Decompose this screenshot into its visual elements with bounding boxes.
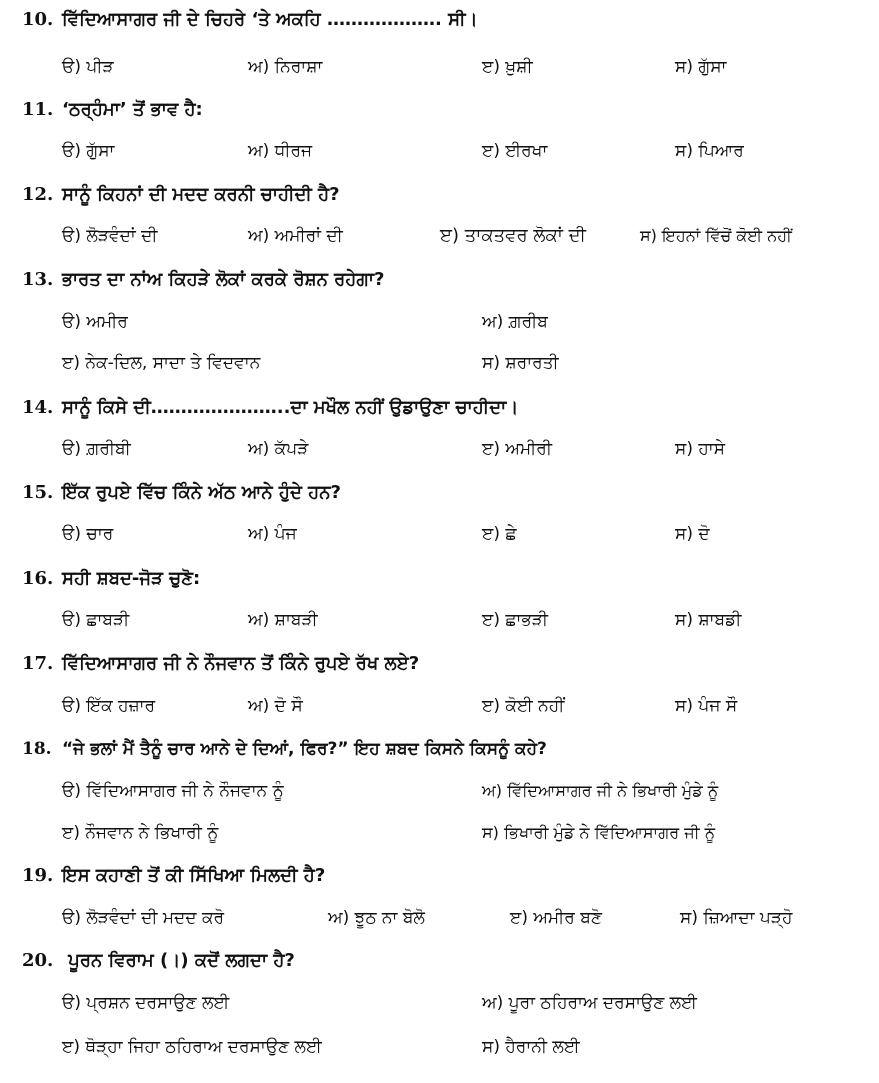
- option-a: ੳ) ਅਮੀਰ: [62, 312, 128, 332]
- question-text: “ਜੇ ਭਲਾਂ ਮੈਂ ਤੈਨੂੰ ਚਾਰ ਆਨੇ ਦੇ ਦਿਆਂ, ਫਿਰ?” ਇਹ ਸ਼ਬਦ ਕਿਸਨੇ ਕਿਸਨੂੰ ਕਹੇ?: [62, 739, 547, 759]
- question-text: ਭਾਰਤ ਦਾ ਨਾਂਅ ਕਿਹੜੇ ਲੋਕਾਂ ਕਰਕੇ ਰੋਸ਼ਨ ਰਹੇਗਾ?: [62, 269, 385, 290]
- option-b: ਅ) ਦੋ ਸੌ: [248, 696, 303, 716]
- option-a: ੳ) ਛਾਬੜੀ: [62, 610, 130, 630]
- option-b: ਅ) ਨਿਰਾਸ਼ਾ: [248, 57, 323, 77]
- option-d: ਸ) ਦੋ: [675, 524, 710, 544]
- question-text: ਸਹੀ ਸ਼ਬਦ-ਜੋੜ ਚੁਣੋ:: [62, 568, 201, 589]
- option-c: ੲ) ਖ਼ੁਸ਼ੀ: [482, 57, 533, 77]
- option-a: ੳ) ਪ੍ਰਸ਼ਨ ਦਰਸਾਉਣ ਲਈ: [62, 993, 230, 1013]
- question-14: [22, 397, 518, 419]
- option-b: ਅ) ਧੀਰਜ: [248, 141, 313, 161]
- question-number: 10.: [22, 9, 54, 30]
- option-c: ੲ) ਨੌਜਵਾਨ ਨੇ ਭਿਖਾਰੀ ਨੂੰ: [62, 823, 219, 843]
- question-12: [22, 184, 340, 206]
- question-number: 13.: [22, 269, 54, 290]
- question-number: 20.: [22, 950, 54, 971]
- option-d: ਸ) ਪਿਆਰ: [675, 141, 744, 161]
- question-text: ਇੱਕ ਰੁਪਏ ਵਿੱਚ ਕਿੰਨੇ ਅੱਠ ਆਨੇ ਹੁੰਦੇ ਹਨ?: [62, 482, 341, 503]
- question-13: [22, 269, 384, 291]
- option-b: ਅ) ਗ਼ਰੀਬ: [482, 312, 548, 332]
- option-c: ੲ) ਈਰਖਾ: [482, 141, 548, 161]
- option-b: ਅ) ਕੱਪੜੇ: [248, 439, 309, 459]
- option-a: ੳ) ਲੋੜਵੰਦਾਂ ਦੀ: [62, 226, 158, 246]
- question-number: 11.: [22, 99, 54, 120]
- option-b: ਅ) ਪੂਰਾ ਠਹਿਰਾਅ ਦਰਸਾਉਣ ਲਈ: [482, 993, 697, 1013]
- option-a: ੳ) ਗ਼ਰੀਬੀ: [62, 439, 131, 459]
- option-a: ੳ) ਚਾਰ: [62, 524, 114, 544]
- option-d: ਸ) ਸ਼ਰਾਰਤੀ: [482, 353, 559, 373]
- option-b: ਅ) ਝੂਠ ਨਾ ਬੋਲੋ: [328, 908, 425, 928]
- question-number: 14.: [22, 397, 54, 418]
- option-d: ਸ) ਭਿਖਾਰੀ ਮੁੰਡੇ ਨੇ ਵਿੱਦਿਆਸਾਗਰ ਜੀ ਨੂੰ: [482, 823, 716, 842]
- option-d: ਸ) ਸ਼ਾਬਡੀ: [675, 610, 742, 630]
- option-c: ੲ) ਨੇਕ-ਦਿਲ, ਸਾਦਾ ਤੇ ਵਿਦਵਾਨ: [62, 353, 261, 373]
- option-c: ੲ) ਤਾਕਤਵਰ ਲੋਕਾਂ ਦੀ: [440, 225, 586, 246]
- option-a: ੳ) ਵਿੱਦਿਆਸਾਗਰ ਜੀ ਨੇ ਨੌਜਵਾਨ ਨੂੰ: [62, 781, 284, 801]
- option-a: ੳ) ਗੁੱਸਾ: [62, 141, 115, 161]
- question-15: [22, 482, 341, 504]
- option-b: ਅ) ਅਮੀਰਾਂ ਦੀ: [248, 226, 343, 246]
- question-number: 18.: [22, 739, 52, 759]
- question-10: [22, 9, 478, 31]
- option-d: ਸ) ਜ਼ਿਆਦਾ ਪੜ੍ਹੋ: [680, 908, 793, 928]
- question-16: [22, 568, 200, 590]
- question-number: 12.: [22, 184, 54, 205]
- option-c: ੲ) ਛੇ: [482, 524, 517, 544]
- question-18: [22, 738, 547, 760]
- option-c: ੲ) ਥੋੜ੍ਹਾ ਜਿਹਾ ਠਹਿਰਾਅ ਦਰਸਾਉਣ ਲਈ: [62, 1037, 322, 1057]
- option-c: ੲ) ਛਾਭੜੀ: [482, 610, 549, 630]
- option-a: ੳ) ਪੀੜ: [62, 57, 114, 77]
- option-d: ਸ) ਇਹਨਾਂ ਵਿੱਚੋਂ ਕੋਈ ਨਹੀਂ: [640, 226, 792, 245]
- question-20: [22, 950, 295, 972]
- option-c: ੲ) ਅਮੀਰ ਬਣੋ: [510, 908, 602, 928]
- question-11: [22, 99, 203, 121]
- option-b: ਅ) ਵਿੱਦਿਆਸਾਗਰ ਜੀ ਨੇ ਭਿਖਾਰੀ ਮੁੰਡੇ ਨੂੰ: [482, 781, 719, 800]
- option-a: ੳ) ਇੱਕ ਹਜ਼ਾਰ: [62, 696, 156, 716]
- question-number: 15.: [22, 482, 54, 503]
- option-c: ੲ) ਅਮੀਰੀ: [482, 439, 552, 459]
- question-text: ਸਾਨੂੰ ਕਿਸੇ ਦੀ…………………..ਦਾ ਮਖੌਲ ਨਹੀਂ ਉਡਾਉਣਾ ਚਾਹੀਦਾ।: [62, 397, 519, 418]
- option-a: ੳ) ਲੋੜਵੰਦਾਂ ਦੀ ਮਦਦ ਕਰੋ: [62, 908, 225, 928]
- option-b: ਅ) ਪੰਜ: [248, 524, 297, 544]
- question-text: ਵਿੱਦਿਆਸਾਗਰ ਜੀ ਦੇ ਚਿਹਰੇ ‘ਤੇ ਅਕਹਿ ………………. ਸੀ।: [62, 9, 478, 30]
- option-b: ਅ) ਸ਼ਾਬੜੀ: [248, 610, 318, 630]
- question-17: [22, 653, 419, 675]
- question-19: [22, 865, 325, 887]
- option-c: ੲ) ਕੋਈ ਨਹੀਂ: [482, 696, 565, 716]
- question-text: ਵਿੱਦਿਆਸਾਗਰ ਜੀ ਨੇ ਨੌਜਵਾਨ ਤੋਂ ਕਿੰਨੇ ਰੁਪਏ ਰੱਖ ਲਏ?: [62, 653, 420, 674]
- question-number: 17.: [22, 653, 54, 674]
- question-text: ‘ਠਰ੍ਹੰਮਾ’ ਤੋਂ ਭਾਵ ਹੈ:: [62, 99, 203, 120]
- question-number: 16.: [22, 568, 54, 589]
- option-d: ਸ) ਹੈਰਾਨੀ ਲਈ: [482, 1037, 580, 1057]
- question-text: ਇਸ ਕਹਾਣੀ ਤੋਂ ਕੀ ਸਿੱਖਿਆ ਮਿਲਦੀ ਹੈ?: [62, 865, 326, 886]
- option-d: ਸ) ਹਾਸੇ: [675, 439, 725, 459]
- question-text: ਪੂਰਨ ਵਿਰਾਮ (।) ਕਦੋਂ ਲਗਦਾ ਹੈ?: [62, 950, 295, 971]
- option-d: ਸ) ਪੰਜ ਸੌ: [675, 696, 738, 716]
- question-number: 19.: [22, 865, 54, 886]
- question-text: ਸਾਨੂੰ ਕਿਹਨਾਂ ਦੀ ਮਦਦ ਕਰਨੀ ਚਾਹੀਦੀ ਹੈ?: [62, 184, 340, 205]
- option-d: ਸ) ਗੁੱਸਾ: [675, 57, 727, 77]
